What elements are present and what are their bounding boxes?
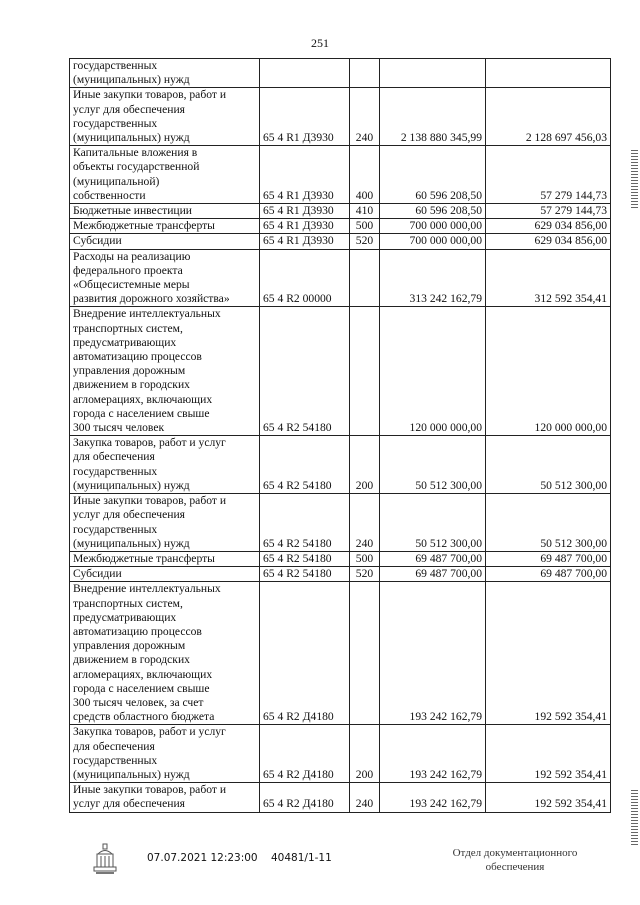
row-name-line: собственности bbox=[73, 188, 146, 202]
row-name-cell bbox=[70, 551, 260, 566]
row-code-cell: 65 4 R2 54180 bbox=[260, 494, 350, 552]
row-name-line: транспортных систем, bbox=[73, 596, 183, 610]
row-code-cell: 65 4 R2 54180 bbox=[260, 307, 350, 436]
row-code-cell: 65 4 R2 00000 bbox=[260, 249, 350, 307]
row-name-line: государственных bbox=[73, 116, 158, 130]
table-row bbox=[70, 551, 611, 566]
row-name-line: услуг для обеспечения bbox=[73, 797, 185, 811]
row-name-line: (муниципальной) bbox=[73, 174, 160, 188]
row-code-cell: 65 4 R1 Д3930 bbox=[260, 219, 350, 234]
row-amount-plan-cell: 69 487 700,00 bbox=[380, 567, 486, 582]
row-name-line: федерального проекта bbox=[73, 263, 183, 277]
table-row bbox=[70, 494, 611, 552]
row-code-cell: 65 4 R2 Д4180 bbox=[260, 725, 350, 783]
row-name-line: государственных bbox=[73, 464, 158, 478]
row-name-line: Расходы на реализацию bbox=[73, 249, 191, 263]
row-amount-plan-cell: 50 512 300,00 bbox=[380, 436, 486, 494]
row-name-line: Межбюджетные трансферты bbox=[73, 219, 215, 233]
row-amount-actual-cell: 192 592 354,41 bbox=[486, 783, 611, 812]
row-amount-plan-cell: 193 242 162,79 bbox=[380, 582, 486, 725]
row-name-cell bbox=[70, 494, 260, 552]
row-expense-type-cell bbox=[350, 307, 380, 436]
row-expense-type-cell: 200 bbox=[350, 436, 380, 494]
table-row bbox=[70, 582, 611, 725]
row-name-line: предусматривающих bbox=[73, 335, 177, 349]
table-row bbox=[70, 436, 611, 494]
footer-date: 07.07.2021 12:23:00 bbox=[147, 852, 258, 864]
table-row bbox=[70, 146, 611, 204]
row-amount-plan-cell: 50 512 300,00 bbox=[380, 494, 486, 552]
budget-table bbox=[69, 58, 611, 813]
row-name-line: развития дорожного хозяйства» bbox=[73, 292, 230, 306]
row-name-cell bbox=[70, 436, 260, 494]
row-expense-type-cell: 400 bbox=[350, 146, 380, 204]
row-expense-type-cell: 240 bbox=[350, 494, 380, 552]
row-amount-actual-cell: 120 000 000,00 bbox=[486, 307, 611, 436]
row-amount-plan-cell: 120 000 000,00 bbox=[380, 307, 486, 436]
row-expense-type-cell: 200 bbox=[350, 725, 380, 783]
row-name-line: 300 тысяч человек bbox=[73, 421, 165, 435]
budget-table-body bbox=[70, 59, 611, 813]
row-name-line: услуг для обеспечения bbox=[73, 102, 185, 116]
row-name-line: движением в городских bbox=[73, 653, 190, 667]
row-name-line: объекты государственной bbox=[73, 160, 200, 174]
row-expense-type-cell: 410 bbox=[350, 204, 380, 219]
row-amount-plan-cell: 193 242 162,79 bbox=[380, 783, 486, 812]
row-amount-actual-cell: 312 592 354,41 bbox=[486, 249, 611, 307]
row-name-cell bbox=[70, 582, 260, 725]
row-code-cell: 65 4 R2 Д4180 bbox=[260, 582, 350, 725]
row-name-line: (муниципальных) нужд bbox=[73, 131, 190, 145]
row-amount-actual-cell: 50 512 300,00 bbox=[486, 436, 611, 494]
row-name-line: средств областного бюджета bbox=[73, 710, 215, 724]
footer-document-number: 40481/1-11 bbox=[271, 852, 332, 864]
table-row bbox=[70, 219, 611, 234]
row-code-cell: 65 4 R2 54180 bbox=[260, 436, 350, 494]
row-name-line: Иные закупки товаров, работ и bbox=[73, 494, 227, 508]
row-expense-type-cell: 520 bbox=[350, 567, 380, 582]
row-amount-actual-cell: 629 034 856,00 bbox=[486, 234, 611, 249]
row-expense-type-cell bbox=[350, 59, 380, 88]
row-expense-type-cell: 500 bbox=[350, 551, 380, 566]
row-name-cell bbox=[70, 146, 260, 204]
scan-edge-mark bbox=[631, 150, 638, 210]
scan-edge-mark bbox=[631, 790, 638, 845]
table-row bbox=[70, 204, 611, 219]
row-amount-actual-cell bbox=[486, 59, 611, 88]
row-name-cell bbox=[70, 307, 260, 436]
row-name-line: для обеспечения bbox=[73, 450, 155, 464]
row-amount-plan-cell: 60 596 208,50 bbox=[380, 204, 486, 219]
table-row bbox=[70, 249, 611, 307]
emblem-icon bbox=[92, 842, 118, 876]
row-amount-plan-cell: 313 242 162,79 bbox=[380, 249, 486, 307]
table-row bbox=[70, 307, 611, 436]
row-name-line: Иные закупки товаров, работ и bbox=[73, 783, 227, 797]
row-code-cell: 65 4 R1 Д3930 bbox=[260, 146, 350, 204]
row-name-cell bbox=[70, 249, 260, 307]
row-name-line: Субсидии bbox=[73, 234, 122, 248]
row-name-line: государственных bbox=[73, 753, 158, 767]
row-name-line: Капитальные вложения в bbox=[73, 146, 198, 160]
row-expense-type-cell bbox=[350, 582, 380, 725]
row-name-line: (муниципальных) нужд bbox=[73, 73, 190, 87]
row-expense-type-cell: 500 bbox=[350, 219, 380, 234]
row-name-cell bbox=[70, 59, 260, 88]
row-amount-actual-cell: 192 592 354,41 bbox=[486, 725, 611, 783]
table-row bbox=[70, 567, 611, 582]
row-name-line: услуг для обеспечения bbox=[73, 508, 185, 522]
row-name-cell bbox=[70, 219, 260, 234]
row-name-line: (муниципальных) нужд bbox=[73, 536, 190, 550]
row-name-cell bbox=[70, 234, 260, 249]
table-row bbox=[70, 234, 611, 249]
row-name-line: Межбюджетные трансферты bbox=[73, 551, 215, 565]
row-name-line: города с населением свыше bbox=[73, 406, 210, 420]
row-name-line: Внедрение интеллектуальных bbox=[73, 307, 221, 321]
row-name-line: (муниципальных) нужд bbox=[73, 478, 190, 492]
page-footer bbox=[0, 840, 640, 900]
row-name-cell bbox=[70, 204, 260, 219]
row-amount-plan-cell: 193 242 162,79 bbox=[380, 725, 486, 783]
row-name-line: автоматизацию процессов bbox=[73, 350, 202, 364]
row-code-cell bbox=[260, 59, 350, 88]
table-row bbox=[70, 88, 611, 146]
table-row bbox=[70, 783, 611, 812]
row-name-line: Иные закупки товаров, работ и bbox=[73, 88, 227, 102]
row-name-line: управления дорожным bbox=[73, 364, 186, 378]
row-expense-type-cell: 240 bbox=[350, 88, 380, 146]
row-name-line: города с населением свыше bbox=[73, 681, 210, 695]
row-amount-actual-cell: 69 487 700,00 bbox=[486, 567, 611, 582]
row-name-line: для обеспечения bbox=[73, 739, 155, 753]
row-name-line: движением в городских bbox=[73, 378, 190, 392]
row-code-cell: 65 4 R1 Д3930 bbox=[260, 88, 350, 146]
row-code-cell: 65 4 R2 54180 bbox=[260, 567, 350, 582]
row-name-line: государственных bbox=[73, 522, 158, 536]
row-amount-plan-cell: 2 138 880 345,99 bbox=[380, 88, 486, 146]
page-number: 251 bbox=[311, 36, 329, 50]
row-amount-plan-cell: 700 000 000,00 bbox=[380, 234, 486, 249]
footer-department bbox=[440, 846, 590, 874]
row-expense-type-cell bbox=[350, 249, 380, 307]
row-name-cell bbox=[70, 783, 260, 812]
row-code-cell: 65 4 R2 54180 bbox=[260, 551, 350, 566]
row-name-cell bbox=[70, 567, 260, 582]
row-amount-actual-cell: 57 279 144,73 bbox=[486, 204, 611, 219]
row-name-line: 300 тысяч человек, за счет bbox=[73, 695, 204, 709]
row-amount-actual-cell: 69 487 700,00 bbox=[486, 551, 611, 566]
row-amount-actual-cell: 629 034 856,00 bbox=[486, 219, 611, 234]
row-name-cell bbox=[70, 725, 260, 783]
row-name-line: транспортных систем, bbox=[73, 321, 183, 335]
row-name-cell bbox=[70, 88, 260, 146]
row-name-line: «Общесистемные меры bbox=[73, 278, 190, 292]
row-name-line: (муниципальных) нужд bbox=[73, 767, 190, 781]
row-name-line: Бюджетные инвестиции bbox=[73, 204, 193, 218]
row-name-line: Субсидии bbox=[73, 567, 122, 581]
row-name-line: Внедрение интеллектуальных bbox=[73, 582, 221, 596]
row-name-line: автоматизацию процессов bbox=[73, 624, 202, 638]
row-name-line: Закупка товаров, работ и услуг bbox=[73, 436, 226, 450]
row-name-line: агломерациях, включающих bbox=[73, 667, 213, 681]
row-amount-plan-cell: 60 596 208,50 bbox=[380, 146, 486, 204]
row-amount-actual-cell: 50 512 300,00 bbox=[486, 494, 611, 552]
table-row bbox=[70, 59, 611, 88]
footer-department-line: Отдел документационного bbox=[452, 847, 578, 859]
row-amount-plan-cell bbox=[380, 59, 486, 88]
row-expense-type-cell: 240 bbox=[350, 783, 380, 812]
row-amount-plan-cell: 700 000 000,00 bbox=[380, 219, 486, 234]
row-name-line: государственных bbox=[73, 59, 158, 72]
row-code-cell: 65 4 R2 Д4180 bbox=[260, 783, 350, 812]
row-amount-actual-cell: 192 592 354,41 bbox=[486, 582, 611, 725]
row-amount-actual-cell: 57 279 144,73 bbox=[486, 146, 611, 204]
row-name-line: управления дорожным bbox=[73, 639, 186, 653]
row-name-line: Закупка товаров, работ и услуг bbox=[73, 725, 226, 739]
row-expense-type-cell: 520 bbox=[350, 234, 380, 249]
table-row bbox=[70, 725, 611, 783]
row-name-line: агломерациях, включающих bbox=[73, 392, 213, 406]
footer-department-line: обеспечения bbox=[485, 861, 545, 873]
row-amount-actual-cell: 2 128 697 456,03 bbox=[486, 88, 611, 146]
row-name-line: предусматривающих bbox=[73, 610, 177, 624]
row-amount-plan-cell: 69 487 700,00 bbox=[380, 551, 486, 566]
row-code-cell: 65 4 R1 Д3930 bbox=[260, 234, 350, 249]
row-code-cell: 65 4 R1 Д3930 bbox=[260, 204, 350, 219]
